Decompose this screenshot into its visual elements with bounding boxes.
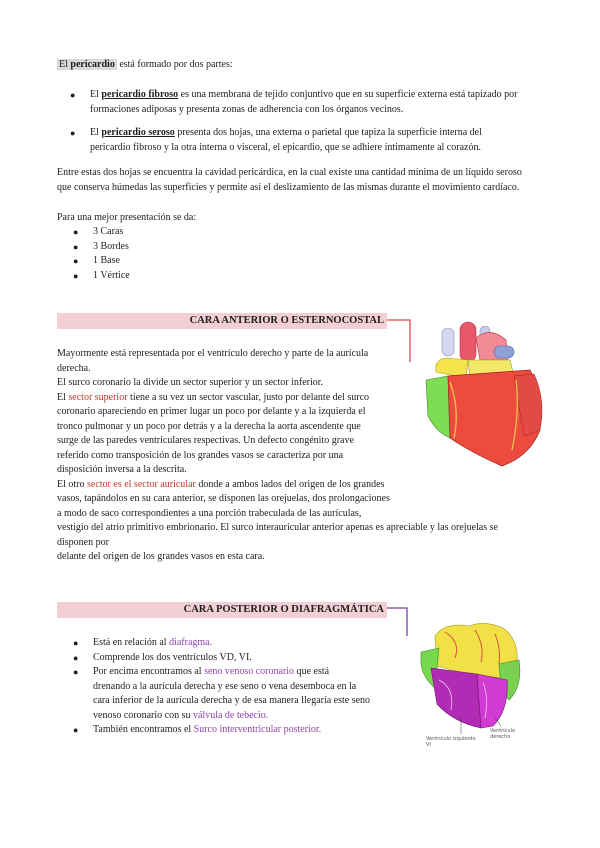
part-term: pericardio seroso: [101, 127, 175, 138]
bullet-icon: ●: [73, 725, 79, 735]
anterior-line: surge de las paredes ventriculares respectivas. Un defecto congénito grave: [57, 435, 354, 446]
figure-label-right: Ventrículo derecho: [490, 728, 516, 740]
figure-label-left: Ventrículo izquierdo VI: [426, 736, 476, 748]
list-item: [70, 126, 550, 155]
list-item: [73, 269, 130, 284]
posterior-line: venoso coronario con su: [93, 709, 193, 721]
anterior-line: disponen por: [57, 536, 109, 548]
bullet-icon: ●: [70, 128, 76, 138]
anterior-line: tiene a su vez un sector vascular, justo por delante del surco: [127, 391, 370, 403]
posterior-heading: CARA POSTERIOR O DIAFRAGMÁTICA: [57, 602, 387, 618]
intro-lead-term: pericardio: [70, 59, 115, 70]
list-item: [73, 254, 130, 269]
posterior-line: Comprende los dos ventrículos VD, VI.: [93, 651, 252, 663]
posterior-line: cara inferior de la aurícula derecha y de esa manera llegaría este seno: [93, 695, 371, 706]
bullet-icon: ●: [73, 652, 79, 663]
seno-venoso-term: seno venoso coronario: [204, 666, 295, 677]
anterior-paragraph: [57, 347, 517, 565]
sector-superior-term: sector superior: [68, 391, 128, 403]
bullet-icon: ●: [73, 241, 79, 252]
posterior-line: que está: [294, 666, 330, 677]
list-item: [73, 225, 130, 240]
presentation-item: 3 Caras: [93, 226, 124, 237]
anterior-line: a modo de saco correspondientes a una porción trabeculada de las aurículas,: [57, 507, 362, 519]
presentation-item: 1 Vértice: [93, 269, 130, 281]
surco-interventricular-term: Surco interventricular posterior.: [193, 724, 322, 735]
bullet-icon: ●: [70, 90, 76, 100]
pericardium-parts-list: [70, 88, 550, 155]
bullet-icon: ●: [73, 638, 79, 648]
intro-paragraph: [57, 58, 233, 73]
diafragma-term: diafragma.: [169, 637, 213, 648]
bullet-icon: ●: [73, 256, 79, 266]
anterior-line: El surco coronario la divide un sector superior y un sector inferior.: [57, 377, 324, 388]
posterior-line: drenando a la aurícula derecha y ese seno o vena desemboca en la: [93, 680, 357, 692]
anterior-line: vestigio del atrio primitivo embrionario. El surco interauricular anterior apenas es apreciable y las orejuelas se: [57, 522, 498, 533]
anterior-line: referido como transposición de los grandes vasos se caracteriza por una: [57, 449, 344, 461]
anterior-line: delante del origen de los grandes vasos en esta cara.: [57, 551, 265, 562]
bullet-icon: ●: [73, 270, 79, 281]
cavity-paragraph: [57, 166, 522, 195]
anterior-line: El: [57, 391, 69, 403]
list-item: [73, 636, 403, 651]
part-line: pericardio fibroso y la otra interna o visceral, el epicardio, que se adhiere íntimamente al corazón.: [90, 141, 481, 153]
list-item: [73, 723, 403, 738]
presentation-lead: Para una mejor presentación se da:: [57, 212, 197, 223]
part-term: pericardio fibroso: [101, 89, 179, 100]
presentation-list: [73, 225, 130, 283]
posterior-line: También encontramos el: [93, 724, 194, 735]
anterior-line: derecha.: [57, 362, 91, 374]
anterior-line: tronco pulmonar y un poco por detrás y a la derecha la aorta ascendente que: [57, 420, 361, 432]
cavity-line: Entre estas dos hojas se encuentra la cavidad pericárdica, en la cual existe una cantidad mínima de un líquido seroso: [57, 167, 522, 178]
list-item: [70, 88, 550, 117]
part-line: formaciones adiposas y presenta zonas de adherencia con los órganos vecinos.: [90, 103, 404, 115]
list-item: [73, 665, 403, 723]
posterior-connector-line: [387, 604, 413, 640]
anterior-line: coronario apareciendo en primer lugar un poco por delante y a la izquierda el: [57, 406, 366, 417]
anterior-line: disposición inversa a la descrita.: [57, 464, 187, 475]
list-item: [73, 240, 130, 255]
part-line: presenta dos hojas, una externa o parietal que tapiza la superficie interna del: [174, 127, 482, 138]
presentation-item: 1 Base: [93, 255, 120, 266]
part-line: es una membrana de tejido conjuntivo que en su superficie externa está tapizado por: [178, 89, 518, 100]
cavity-line: que conserva húmedas las superficies y permite así el deslizamiento de las mismas durante el movimiento cardíaco.: [57, 181, 520, 193]
posterior-line: Está en relación al: [93, 637, 170, 648]
list-item: [73, 651, 403, 666]
valvula-tebecio-term: válvula de tebecio.: [192, 709, 269, 721]
bullet-icon: ●: [73, 227, 79, 237]
anterior-line: vasos, tapándolos en su cara anterior, se disponen las orejuelas, dos prolongaciones: [57, 493, 390, 504]
posterior-heart-figure: [415, 618, 525, 736]
posterior-line: Por encima encontramos al: [93, 666, 205, 677]
anterior-line: donde a ambos lados del origen de los grandes: [195, 478, 385, 490]
intro-lead-post: está formado por dos partes:: [116, 59, 233, 70]
presentation-item: 3 Bordes: [93, 240, 129, 252]
intro-lead-pre: El: [59, 59, 71, 70]
part-pre: El: [90, 89, 102, 100]
part-pre: El: [90, 127, 102, 138]
anterior-line: Mayormente está representada por el ventrículo derecho y parte de la aurícula: [57, 348, 369, 359]
sector-auricular-term: sector es el sector auricular: [87, 478, 196, 490]
anterior-heading: CARA ANTERIOR O ESTERNOCOSTAL: [57, 313, 387, 329]
posterior-list: [73, 636, 403, 738]
bullet-icon: ●: [73, 667, 79, 677]
anterior-line: El otro: [57, 478, 87, 490]
